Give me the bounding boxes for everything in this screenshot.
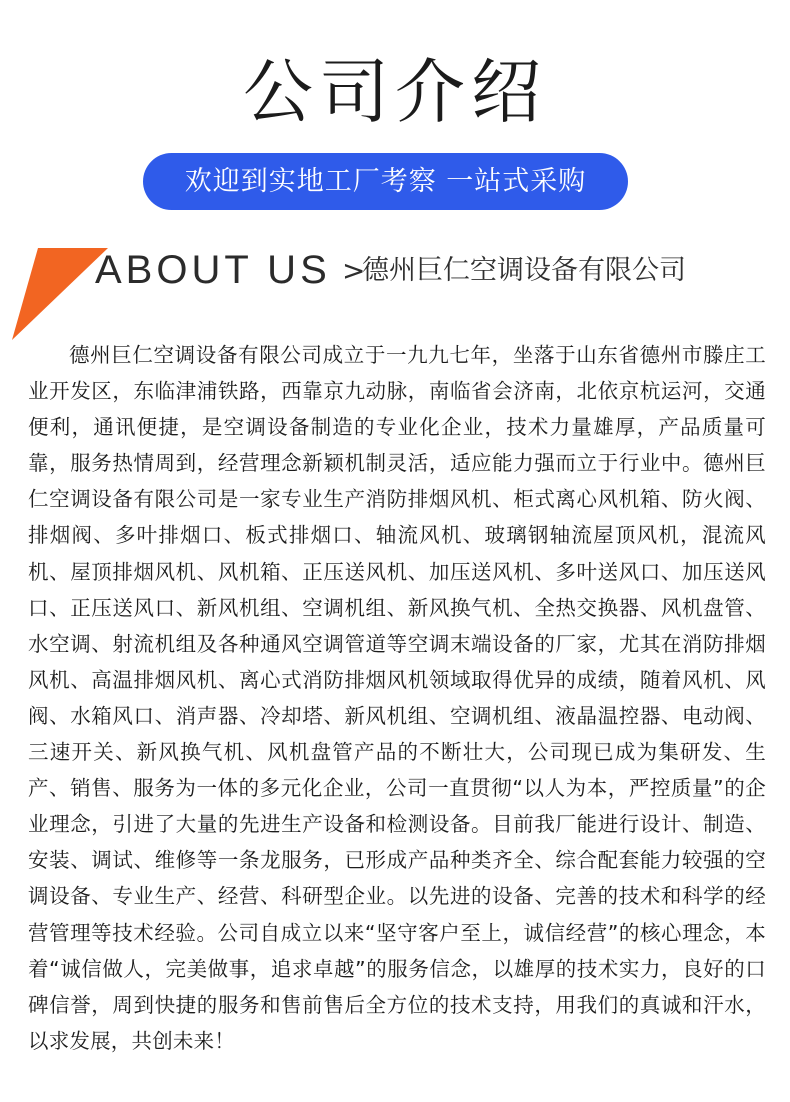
company-intro-paragraph: 德州巨仁空调设备有限公司成立于一九九七年，坐落于山东省德州市滕庄工业开发区，东临津浦铁路，西靠京九动脉，南临省会济南，北依京杭运河，交通便利，通讯便捷，是空调设备制造的专业化企业，技术力量雄厚，产品质量可靠，服务热情周到，经营理念新颖机制灵活，适应能力强而立于行业中。德州巨仁空调设备有限公司是一家专业生产消防排烟风机、柜式离心风机箱、防火阀、排烟阀、多叶排烟口、板式排烟口、轴流风机、玻璃钢轴流屋顶风机，混流风机、屋顶排烟风机、风机箱、正压送风机、加压送风机、多叶送风口、加压送风口、正压送风口、新风机组、空调机组、新风换气机、全热交换器、风机盘管、水空调、射流机组及各种通风空调管道等空调末端设备的厂家，尤其在消防排烟风机、高温排烟风机、离心式消防排烟风机领域取得优异的成绩，随着风机、风阀、水箱风口、消声器、冷却塔、新风机组、空调机组、液晶温控器、电动阀、三速开关、新风换气机、风机盘管产品的不断壮大，公司现已成为集研发、生产、销售、服务为一体的多元化企业，公司一直贯彻“以人为本，严控质量”的企业理念，引进了大量的先进生产设备和检测设备。目前我厂能进行设计、制造、安装、调试、维修等一条龙服务，已形成产品种类齐全、综合配套能力较强的空调设备、专业生产、经营、科研型企业。以先进的设备、完善的技术和科学的经营管理等技术经验。公司自成立以来“坚守客户至上，诚信经营”的核心理念，本着“诚信做人，完美做事，追求卓越”的服务信念，以雄厚的技术实力，良好的口碑信誉，周到快捷的服务和售前售后全方位的技术支持，用我们的真诚和汗水，以求发展，共创未来！ — [28, 343, 766, 1053]
subtitle-banner: 欢迎到实地工厂考察 一站式采购 — [143, 153, 628, 210]
about-us-header — [0, 240, 790, 350]
company-name-heading: 德州巨仁空调设备有限公司 — [362, 255, 686, 286]
chevron-right-icon: > — [342, 254, 366, 287]
about-us-english-heading: ABOUT US — [95, 248, 331, 292]
orange-triangle-decoration — [0, 240, 110, 345]
page-title: 公司介绍 — [243, 51, 547, 133]
